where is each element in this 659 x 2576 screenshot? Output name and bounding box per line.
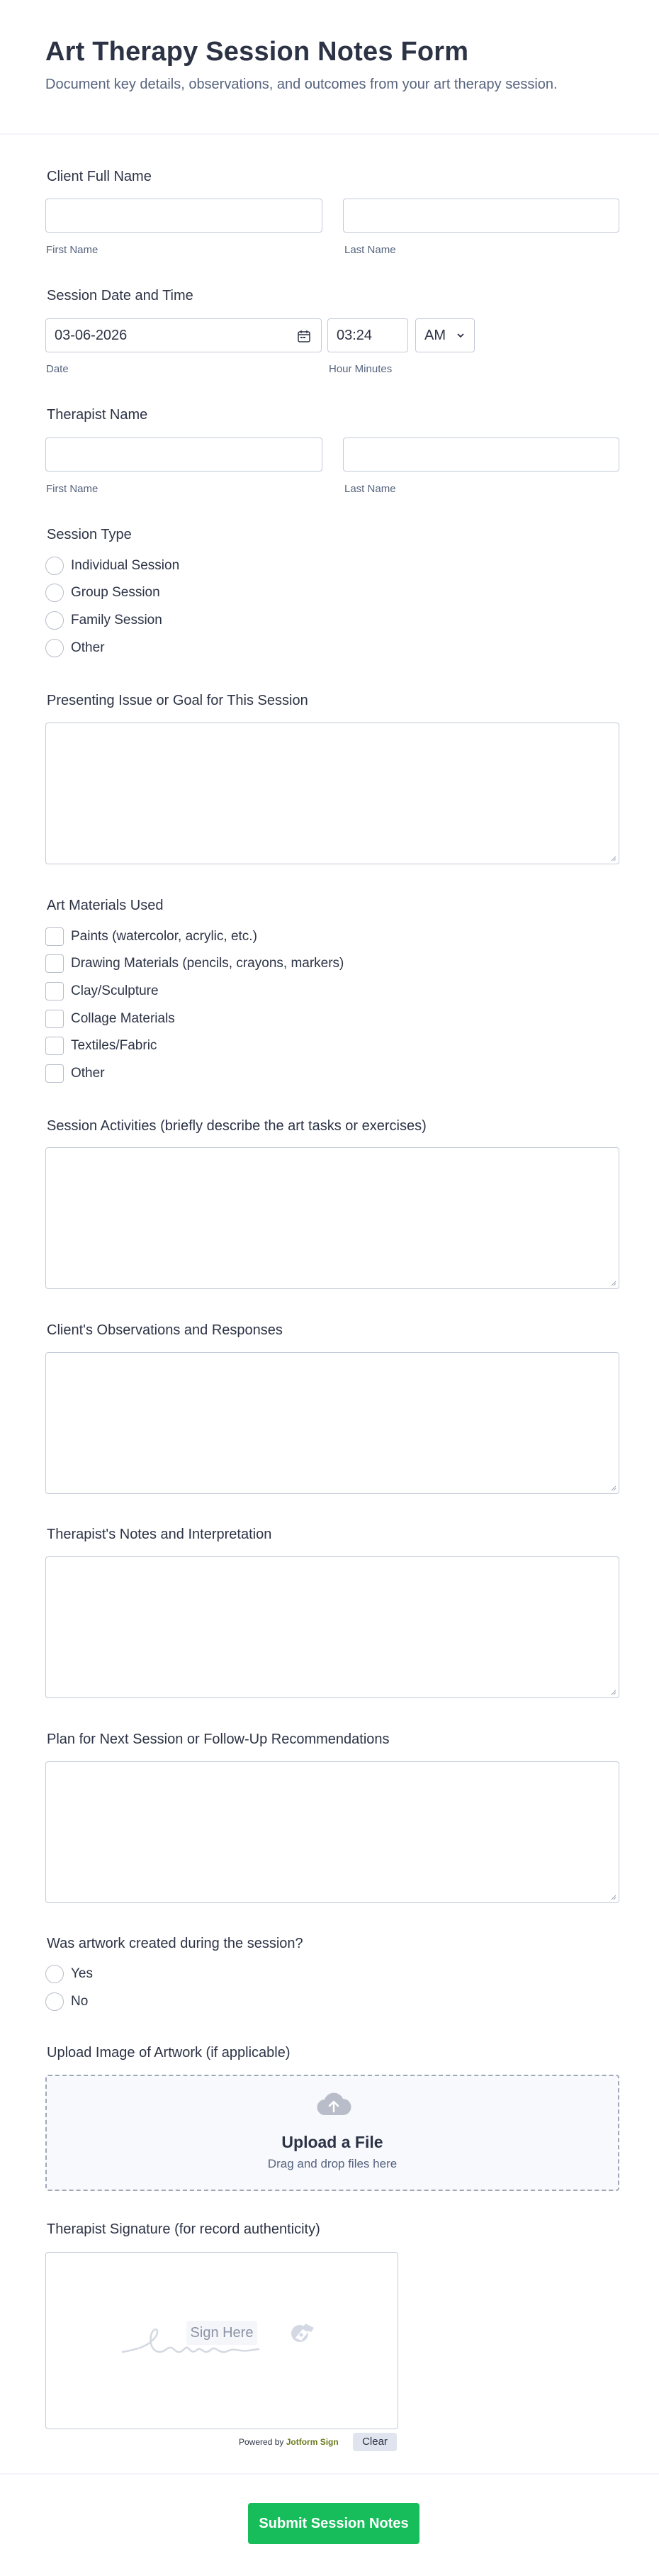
resize-grip-icon[interactable] [609, 854, 616, 862]
therapist-first-name-sublabel: First Name [46, 483, 98, 495]
art-material-option-label: Drawing Materials (pencils, crayons, markers) [71, 956, 344, 971]
therapist-notes-textarea[interactable] [45, 1556, 619, 1698]
session-ampm-value: AM [424, 328, 446, 343]
session-type-option-label: Other [71, 640, 105, 655]
session-type-option-label: Family Session [71, 613, 162, 628]
signature-pad[interactable] [45, 2252, 398, 2429]
checkbox[interactable] [45, 954, 64, 973]
radio-button[interactable] [45, 611, 64, 630]
art-material-option[interactable] [45, 982, 159, 1000]
checkbox[interactable] [45, 1064, 64, 1083]
checkbox[interactable] [45, 1037, 64, 1055]
chevron-down-icon [456, 330, 466, 344]
signature-label: Therapist Signature (for record authenticity) [47, 2221, 320, 2237]
artwork-created-option[interactable] [45, 1992, 88, 2011]
session-type-option[interactable] [45, 639, 105, 657]
session-type-option-label: Group Session [71, 585, 160, 600]
artwork-created-option[interactable] [45, 1965, 93, 1983]
art-material-option[interactable] [45, 1037, 157, 1055]
radio-button[interactable] [45, 584, 64, 602]
session-time-sublabel: Hour Minutes [329, 363, 393, 375]
session-activities-textarea[interactable] [45, 1147, 619, 1289]
upload-label: Upload Image of Artwork (if applicable) [47, 2045, 291, 2061]
checkbox[interactable] [45, 927, 64, 946]
calendar-icon[interactable] [297, 329, 311, 347]
client-observations-textarea[interactable] [45, 1352, 619, 1494]
cloud-upload-icon [316, 2092, 351, 2121]
session-type-option[interactable] [45, 557, 179, 575]
art-material-option-label: Clay/Sculpture [71, 983, 159, 998]
radio-button[interactable] [45, 1992, 64, 2011]
radio-button[interactable] [45, 639, 64, 657]
upload-hint: Drag and drop files here [267, 2157, 398, 2170]
client-name-label: Client Full Name [47, 169, 152, 184]
powered-by-label: Powered by [239, 2437, 284, 2447]
artwork-created-option-label: No [71, 1994, 89, 2009]
resize-grip-icon[interactable] [609, 1893, 616, 1900]
checkbox[interactable] [45, 982, 64, 1000]
client-first-name-sublabel: First Name [46, 244, 98, 256]
client-observations-label: Client's Observations and Responses [47, 1322, 283, 1338]
session-type-option[interactable] [45, 584, 160, 602]
session-type-label: Session Type [47, 527, 132, 542]
form-subtitle: Document key details, observations, and outcomes from your art therapy session. [45, 77, 558, 92]
upload-title: Upload a File [281, 2133, 383, 2151]
footer-divider [0, 2473, 659, 2475]
client-first-name-input[interactable] [45, 199, 322, 233]
resize-grip-icon[interactable] [609, 1279, 616, 1286]
presenting-issue-label: Presenting Issue or Goal for This Session [47, 693, 308, 708]
session-date-input[interactable] [45, 318, 322, 352]
resize-grip-icon[interactable] [609, 1484, 616, 1491]
therapist-last-name-input[interactable] [343, 437, 619, 472]
session-type-option[interactable] [45, 611, 162, 630]
jotform-sign-brand[interactable]: Jotform Sign [286, 2437, 339, 2447]
header-divider [0, 133, 659, 135]
file-upload-dropzone[interactable] [45, 2075, 619, 2191]
session-datetime-label: Session Date and Time [47, 288, 193, 303]
resize-grip-icon[interactable] [609, 1688, 616, 1695]
art-material-option[interactable] [45, 927, 257, 946]
artwork-created-option-label: Yes [71, 1966, 93, 1981]
client-last-name-sublabel: Last Name [344, 244, 396, 256]
art-materials-label: Art Materials Used [47, 898, 164, 913]
session-date-sublabel: Date [46, 363, 69, 375]
therapist-notes-label: Therapist's Notes and Interpretation [47, 1527, 272, 1542]
session-time-value: 03:24 [337, 328, 373, 343]
presenting-issue-textarea[interactable] [45, 723, 619, 864]
next-session-plan-label: Plan for Next Session or Follow-Up Recommendations [47, 1732, 390, 1747]
art-material-option[interactable] [45, 1010, 175, 1028]
artwork-created-label: Was artwork created during the session? [47, 1936, 303, 1951]
radio-button[interactable] [45, 1965, 64, 1983]
radio-button[interactable] [45, 557, 64, 575]
checkbox[interactable] [45, 1010, 64, 1028]
art-material-option-label: Other [71, 1066, 105, 1081]
session-time-input[interactable] [327, 318, 408, 352]
art-material-option-label: Collage Materials [71, 1011, 175, 1026]
sign-here-placeholder: Sign Here [186, 2321, 257, 2345]
therapist-first-name-input[interactable] [45, 437, 322, 472]
art-material-option-label: Paints (watercolor, acrylic, etc.) [71, 929, 257, 944]
art-material-option[interactable] [45, 954, 344, 973]
therapist-name-label: Therapist Name [47, 407, 148, 423]
session-date-value: 03-06-2026 [55, 328, 128, 343]
client-last-name-input[interactable] [343, 199, 619, 233]
art-material-option-label: Textiles/Fabric [71, 1038, 157, 1053]
pen-icon [287, 2318, 318, 2351]
session-activities-label: Session Activities (briefly describe the art tasks or exercises) [47, 1118, 427, 1134]
submit-button[interactable]: Submit Session Notes [248, 2503, 419, 2544]
powered-by-text [239, 2437, 339, 2447]
therapist-last-name-sublabel: Last Name [344, 483, 396, 495]
form-title: Art Therapy Session Notes Form [45, 37, 469, 67]
session-ampm-select[interactable] [415, 318, 475, 352]
clear-signature-button[interactable]: Clear [353, 2433, 397, 2451]
next-session-plan-textarea[interactable] [45, 1761, 619, 1903]
art-material-option[interactable] [45, 1064, 105, 1083]
session-type-option-label: Individual Session [71, 558, 180, 573]
